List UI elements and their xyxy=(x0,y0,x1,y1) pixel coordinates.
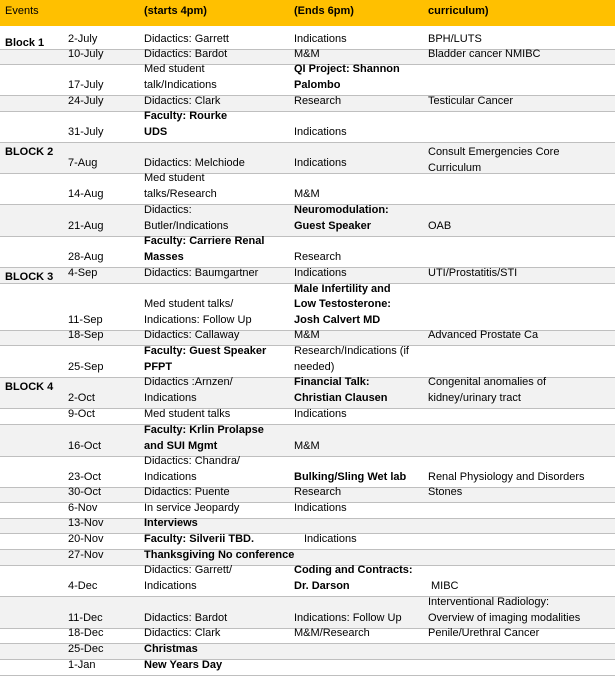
date-cell: 4-Dec xyxy=(68,579,98,592)
date-cell: 9-Oct xyxy=(68,407,95,420)
start-cell: Faculty: Silverii TBD. xyxy=(144,532,255,545)
end-cell: M&M xyxy=(294,187,320,200)
curriculum-cell: Consult Emergencies Core Curriculum xyxy=(428,146,560,174)
end-cell: Research xyxy=(294,250,342,263)
table-row xyxy=(0,660,615,676)
start-cell: Didactics: Garrett xyxy=(144,32,229,45)
date-cell: 11-Dec xyxy=(68,611,103,624)
start-cell: Faculty: Rourke UDS xyxy=(144,110,228,138)
curriculum-cell: Advanced Prostate Ca xyxy=(428,328,539,341)
date-cell: 21-Aug xyxy=(68,219,104,232)
start-cell: Didactics: Bardot xyxy=(144,611,228,624)
date-cell: 30-Oct xyxy=(68,485,102,498)
end-cell: Research xyxy=(294,94,342,107)
table-row xyxy=(0,143,615,174)
end-cell: Research/Indications (if needed) xyxy=(294,345,409,373)
end-cell: M&M/Research xyxy=(294,626,370,639)
curriculum-cell: Congenital anomalies of kidney/urinary tract xyxy=(428,376,547,404)
curriculum-cell: BPH/LUTS xyxy=(428,32,482,45)
curriculum-cell: Stones xyxy=(428,485,463,498)
end-cell: Research xyxy=(294,485,342,498)
end-cell: QI Project: Shannon Palombo xyxy=(294,63,400,91)
date-cell: 23-Oct xyxy=(68,470,102,483)
date-cell: 10-July xyxy=(68,47,104,60)
table-row xyxy=(0,174,615,205)
table-row xyxy=(0,425,615,457)
end-cell: Indications xyxy=(294,501,347,514)
block-cell: BLOCK 3 xyxy=(5,271,54,283)
table-row xyxy=(0,237,615,268)
table-row xyxy=(0,597,615,629)
start-cell: Faculty: Krlin Prolapse and SUI Mgmt xyxy=(144,424,264,452)
end-cell: Indications xyxy=(294,407,347,420)
curriculum-cell: Bladder cancer NMIBC xyxy=(428,47,541,60)
date-cell: 25-Sep xyxy=(68,360,104,373)
header-curriculum: curriculum) xyxy=(428,5,489,17)
date-cell: 25-Dec xyxy=(68,642,104,655)
date-cell: 2-July xyxy=(68,32,98,45)
start-cell: Didactics: Baumgartner xyxy=(144,266,259,279)
start-cell: In service Jeopardy xyxy=(144,501,240,514)
end-cell: Indications xyxy=(294,125,347,138)
table-row xyxy=(0,96,615,112)
date-cell: 31-July xyxy=(68,125,104,138)
block-cell: BLOCK 2 xyxy=(5,146,54,158)
end-cell: Indications xyxy=(294,156,347,169)
curriculum-cell: Penile/Urethral Cancer xyxy=(428,626,540,639)
date-cell: 20-Nov xyxy=(68,532,104,545)
date-cell: 17-July xyxy=(68,78,104,91)
table-row xyxy=(0,346,615,378)
start-cell: Faculty: Carriere Renal Masses xyxy=(144,235,265,263)
date-cell: 6-Nov xyxy=(68,501,98,514)
start-cell: Thanksgiving No conference xyxy=(144,548,295,561)
date-cell: 18-Dec xyxy=(68,626,104,639)
end-cell: Financial Talk: Christian Clausen xyxy=(294,376,388,404)
date-cell: 14-Aug xyxy=(68,187,104,200)
header-events: Events xyxy=(5,5,39,17)
start-cell: Didactics: Melchiode xyxy=(144,156,245,169)
table-row xyxy=(0,457,615,488)
end-cell: M&M xyxy=(294,328,320,341)
end-cell: Bulking/Sling Wet lab xyxy=(294,470,407,483)
header-row xyxy=(0,0,615,26)
start-cell: Didactics: Garrett/ Indications xyxy=(144,564,233,592)
table-row xyxy=(0,65,615,96)
end-cell: Coding and Contracts: Dr. Darson xyxy=(294,564,413,592)
start-cell: Med student talk/Indications xyxy=(144,63,217,91)
start-cell: Faculty: Guest Speaker PFPT xyxy=(144,345,267,373)
date-cell: 7-Aug xyxy=(68,156,98,169)
curriculum-cell: MIBC xyxy=(431,579,459,592)
curriculum-cell: OAB xyxy=(428,219,452,232)
date-cell: 13-Nov xyxy=(68,516,104,529)
date-cell: 2-Oct xyxy=(68,391,95,404)
end-cell: Indications: Follow Up xyxy=(294,611,402,624)
curriculum-cell: Testicular Cancer xyxy=(428,94,513,107)
header-end: (Ends 6pm) xyxy=(294,5,354,17)
end-cell: Indications xyxy=(294,32,347,45)
end-cell: Indications xyxy=(304,532,357,545)
start-cell: Didactics: Chandra/ Indications xyxy=(144,455,240,483)
end-cell: M&M xyxy=(294,47,320,60)
block-cell: BLOCK 4 xyxy=(5,381,54,393)
table-row xyxy=(0,284,615,331)
curriculum-cell: UTI/Prostatitis/STI xyxy=(428,266,518,279)
start-cell: New Years Day xyxy=(144,658,223,671)
header-start: (starts 4pm) xyxy=(144,5,207,17)
date-cell: 28-Aug xyxy=(68,250,104,263)
date-cell: 16-Oct xyxy=(68,439,102,452)
start-cell: Interviews xyxy=(144,516,198,529)
start-cell: Christmas xyxy=(144,642,198,655)
table-row xyxy=(0,205,615,237)
curriculum-cell: Interventional Radiology: Overview of imaging modalities xyxy=(428,596,581,624)
date-cell: 4-Sep xyxy=(68,266,98,279)
start-cell: Didactics: Callaway xyxy=(144,328,240,341)
start-cell: Didactics: Butler/Indications xyxy=(144,204,229,232)
end-cell: Neuromodulation: Guest Speaker xyxy=(294,204,389,232)
table-row xyxy=(0,409,615,425)
date-cell: 24-July xyxy=(68,94,104,107)
date-cell: 27-Nov xyxy=(68,548,104,561)
end-cell: Indications xyxy=(294,266,347,279)
start-cell: Didactics: Puente xyxy=(144,485,230,498)
end-cell: M&M xyxy=(294,439,320,452)
start-cell: Med student talks xyxy=(144,407,231,420)
end-cell: Male Infertility and Low Testosterone: Josh Calvert MD xyxy=(294,282,391,326)
date-cell: 1-Jan xyxy=(68,658,96,671)
block-cell: Block 1 xyxy=(5,37,45,49)
start-cell: Med student talks/Research xyxy=(144,172,217,200)
date-cell: 18-Sep xyxy=(68,328,104,341)
table-row xyxy=(0,378,615,409)
start-cell: Med student talks/ Indications: Follow Up xyxy=(144,298,252,326)
start-cell: Didactics :Arnzen/ Indications xyxy=(144,376,233,404)
date-cell: 11-Sep xyxy=(68,313,103,326)
start-cell: Didactics: Clark xyxy=(144,626,221,639)
table-row xyxy=(0,566,615,597)
start-cell: Didactics: Clark xyxy=(144,94,221,107)
curriculum-cell: Renal Physiology and Disorders xyxy=(428,470,585,483)
start-cell: Didactics: Bardot xyxy=(144,47,228,60)
table-row xyxy=(0,112,615,143)
